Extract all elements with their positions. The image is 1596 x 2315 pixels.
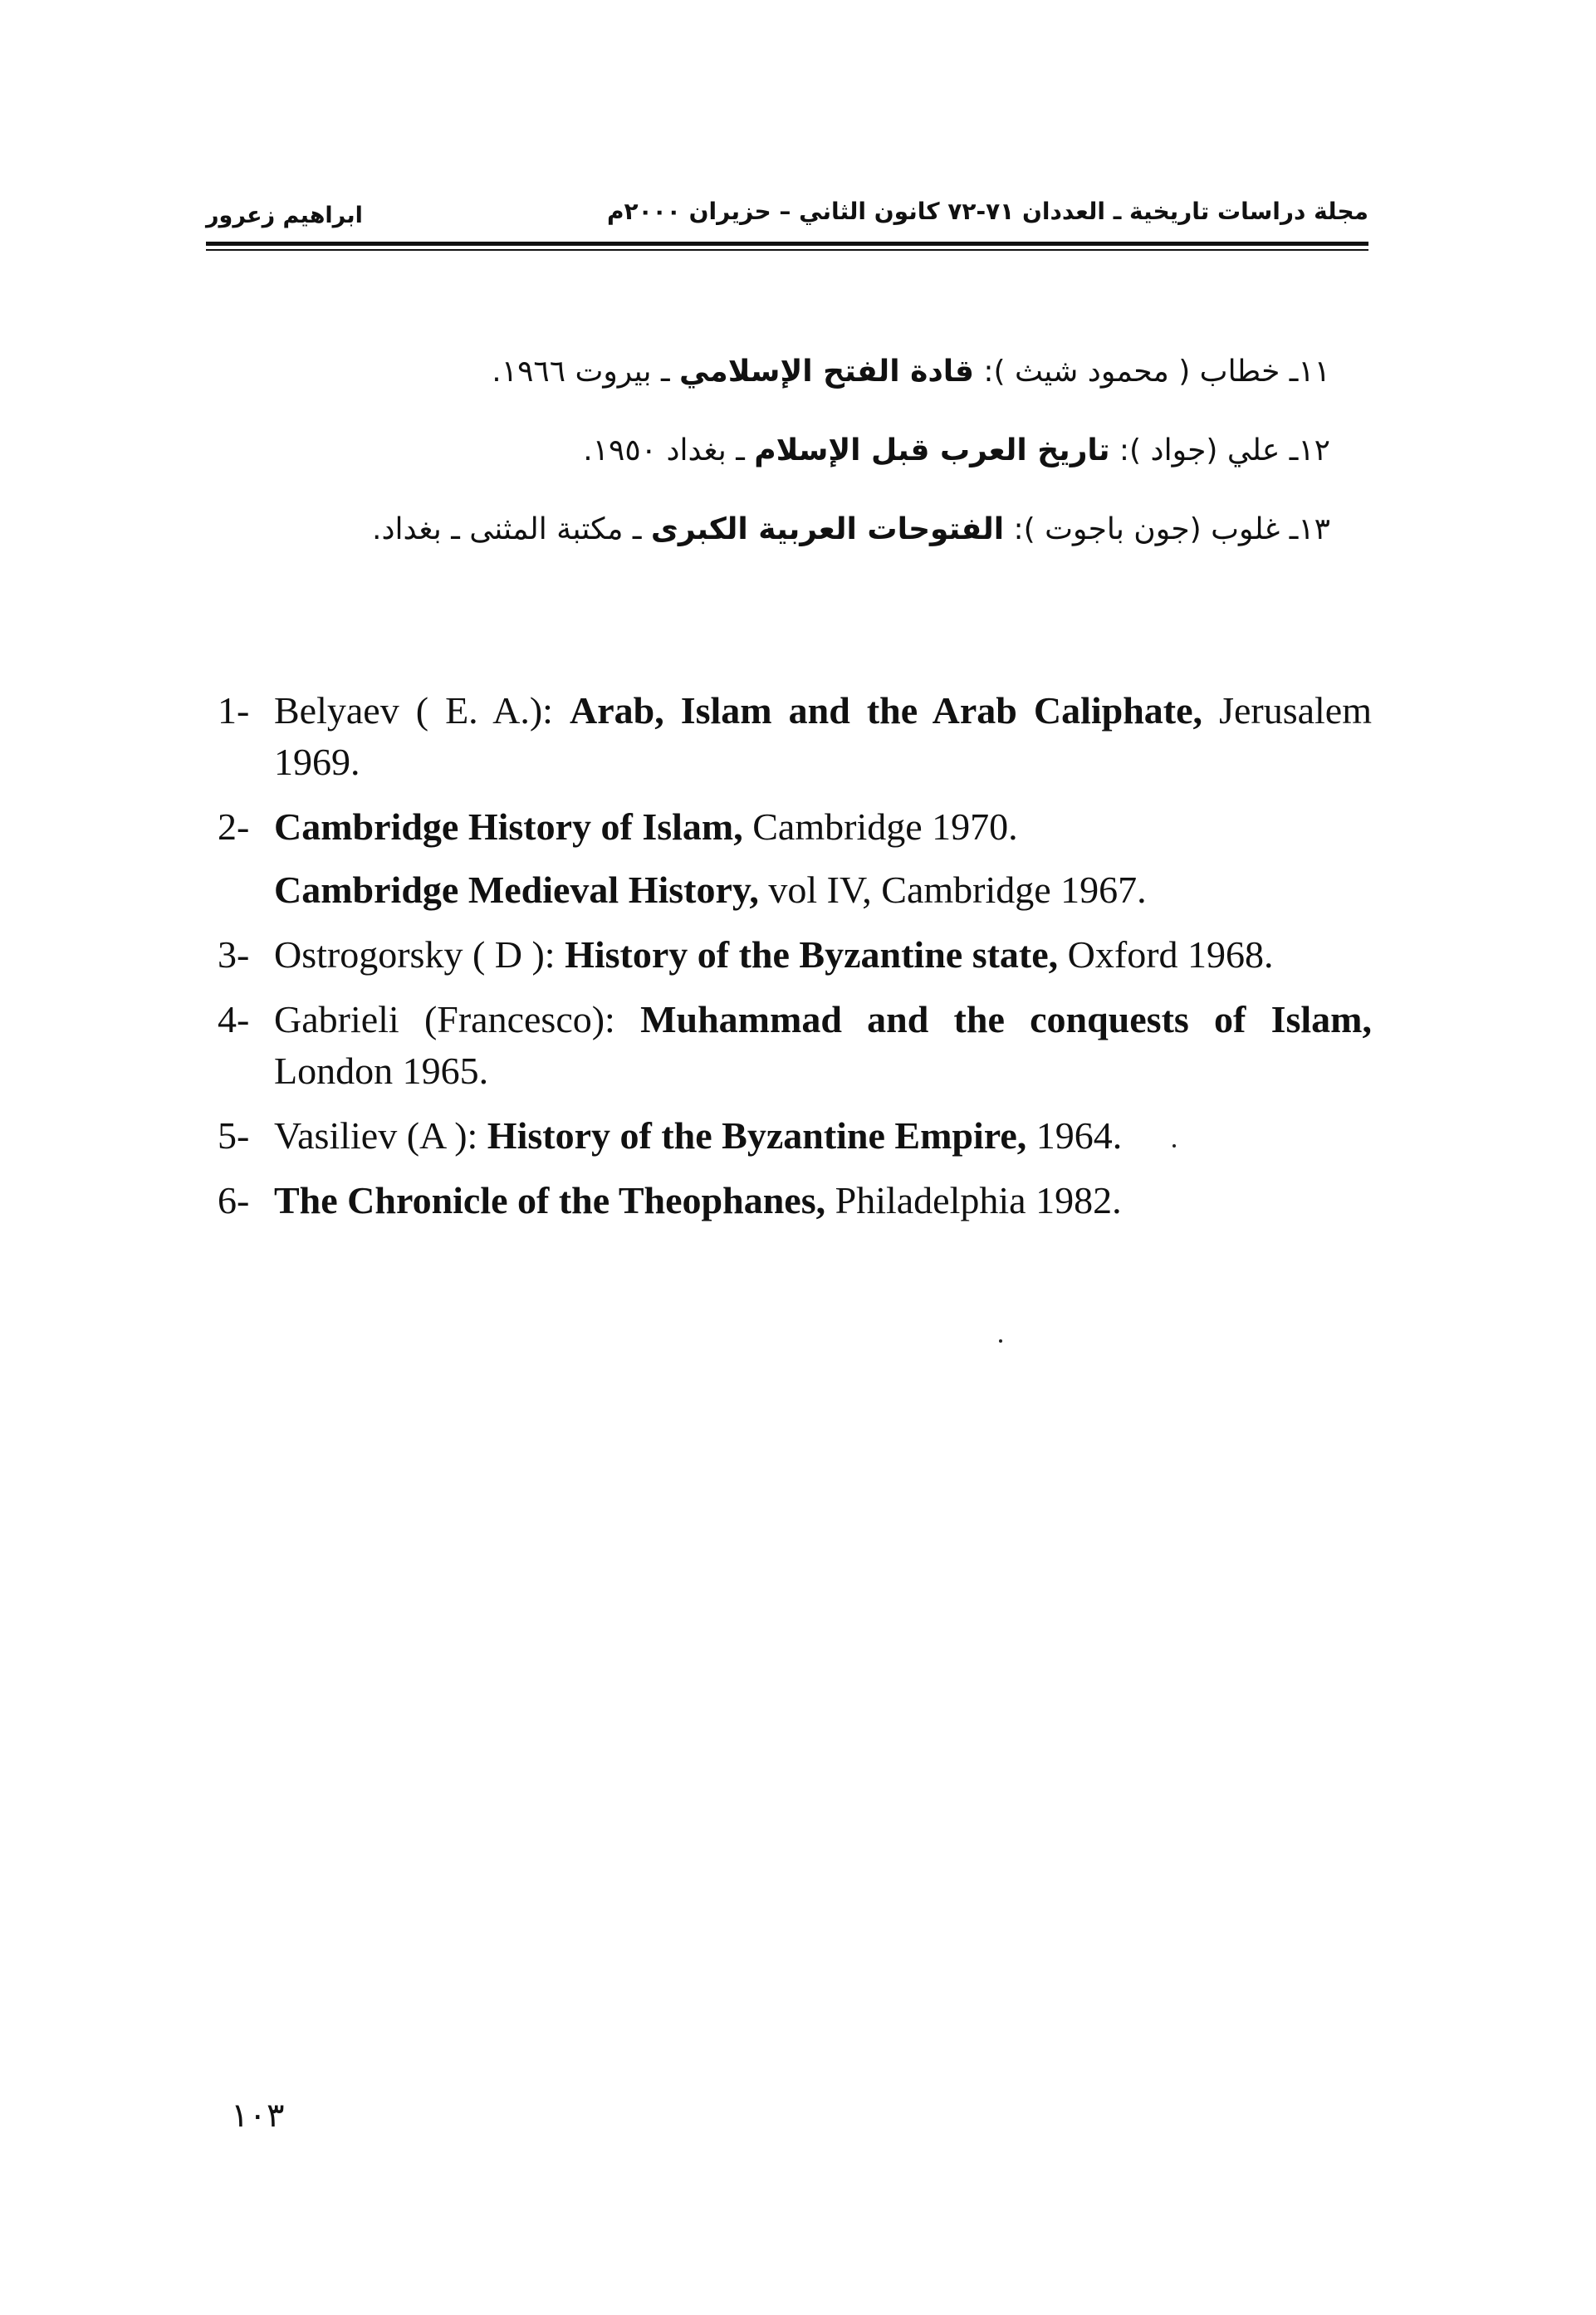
ref-publication: Cambridge 1970. — [742, 805, 1018, 848]
ref-title: الفتوحات العربية الكبرى — [650, 512, 1005, 546]
ref-publication: Philadelphia 1982. — [825, 1179, 1122, 1221]
ref-author: غلوب (جون باجوت ): — [1013, 512, 1280, 546]
ref-number: 4- — [218, 998, 250, 1040]
article-author: ابراهيم زعرور — [206, 203, 363, 228]
reference-item — [218, 801, 1372, 853]
ref-title: History of the Byzantine Empire, — [487, 1114, 1027, 1157]
reference-item — [218, 994, 1372, 1097]
ref-title: The Chronicle of the Theophanes, — [274, 1179, 826, 1221]
header-rule-thick — [206, 242, 1368, 246]
ref-author: علي (جواد ): — [1119, 433, 1280, 467]
ref-publication: Jerusalem 1969. — [274, 689, 1372, 783]
arabic-references — [251, 340, 1330, 577]
ref-publication: ـ بيروت ١٩٦٦. — [492, 355, 670, 389]
ref-publication: London 1965. — [274, 1050, 489, 1092]
header-rule-thin — [206, 249, 1368, 251]
arabic-reference-item — [251, 498, 1330, 577]
ref-number: 6- — [218, 1179, 250, 1221]
ref-number: 2- — [218, 805, 250, 848]
ref-publication: vol IV, Cambridge 1967. — [758, 869, 1147, 911]
reference-item — [218, 1175, 1372, 1226]
scan-speck — [999, 1339, 1002, 1343]
ref-publication: ـ بغداد ١٩٥٠. — [583, 433, 745, 467]
ref-number: 3- — [218, 933, 250, 976]
ref-title: Muhammad and the conquests of Islam, — [640, 998, 1372, 1040]
foreign-references — [218, 685, 1372, 1240]
ref-number: ١٢ـ — [1289, 433, 1330, 467]
ref-number: 1- — [218, 689, 250, 732]
ref-publication: ـ مكتبة المثنى ـ بغداد. — [372, 512, 642, 546]
ref-number: 5- — [218, 1114, 250, 1157]
reference-item — [218, 864, 1372, 916]
ref-title: قادة الفتح الإسلامي — [679, 355, 974, 389]
arabic-reference-item — [251, 419, 1330, 498]
ref-title: Arab, Islam and the Arab Caliphate, — [569, 689, 1203, 732]
ref-author: Gabrieli (Francesco): — [274, 998, 641, 1040]
ref-author: خطاب ( محمود شيث ): — [983, 355, 1280, 389]
ref-publication: 1964. — [1026, 1114, 1123, 1157]
reference-item — [218, 685, 1372, 788]
ref-title: History of the Byzantine state, — [565, 933, 1059, 976]
reference-item — [218, 929, 1372, 981]
ref-author: Belyaev ( E. A.): — [274, 689, 570, 732]
ref-title: تاريخ العرب قبل الإسلام — [754, 433, 1110, 467]
arabic-reference-item — [251, 340, 1330, 419]
journal-title: مجلة دراسات تاريخية ـ العددان ٧١-٧٢ كانون الثاني – حزيران ٢٠٠٠م — [606, 198, 1368, 225]
ref-publication: Oxford 1968. — [1058, 933, 1274, 976]
reference-item — [218, 1110, 1372, 1162]
ref-number: ١٣ـ — [1289, 512, 1330, 546]
scan-speck — [1173, 1144, 1176, 1148]
ref-title: Cambridge Medieval History, — [274, 869, 759, 911]
ref-author: Ostrogorsky ( D ): — [274, 933, 565, 976]
ref-number: ١١ـ — [1289, 355, 1330, 389]
ref-author: Vasiliev (A ): — [274, 1114, 487, 1157]
page-number: ١٠٣ — [231, 2097, 285, 2135]
running-header — [206, 198, 1368, 231]
ref-title: Cambridge History of Islam, — [274, 805, 743, 848]
